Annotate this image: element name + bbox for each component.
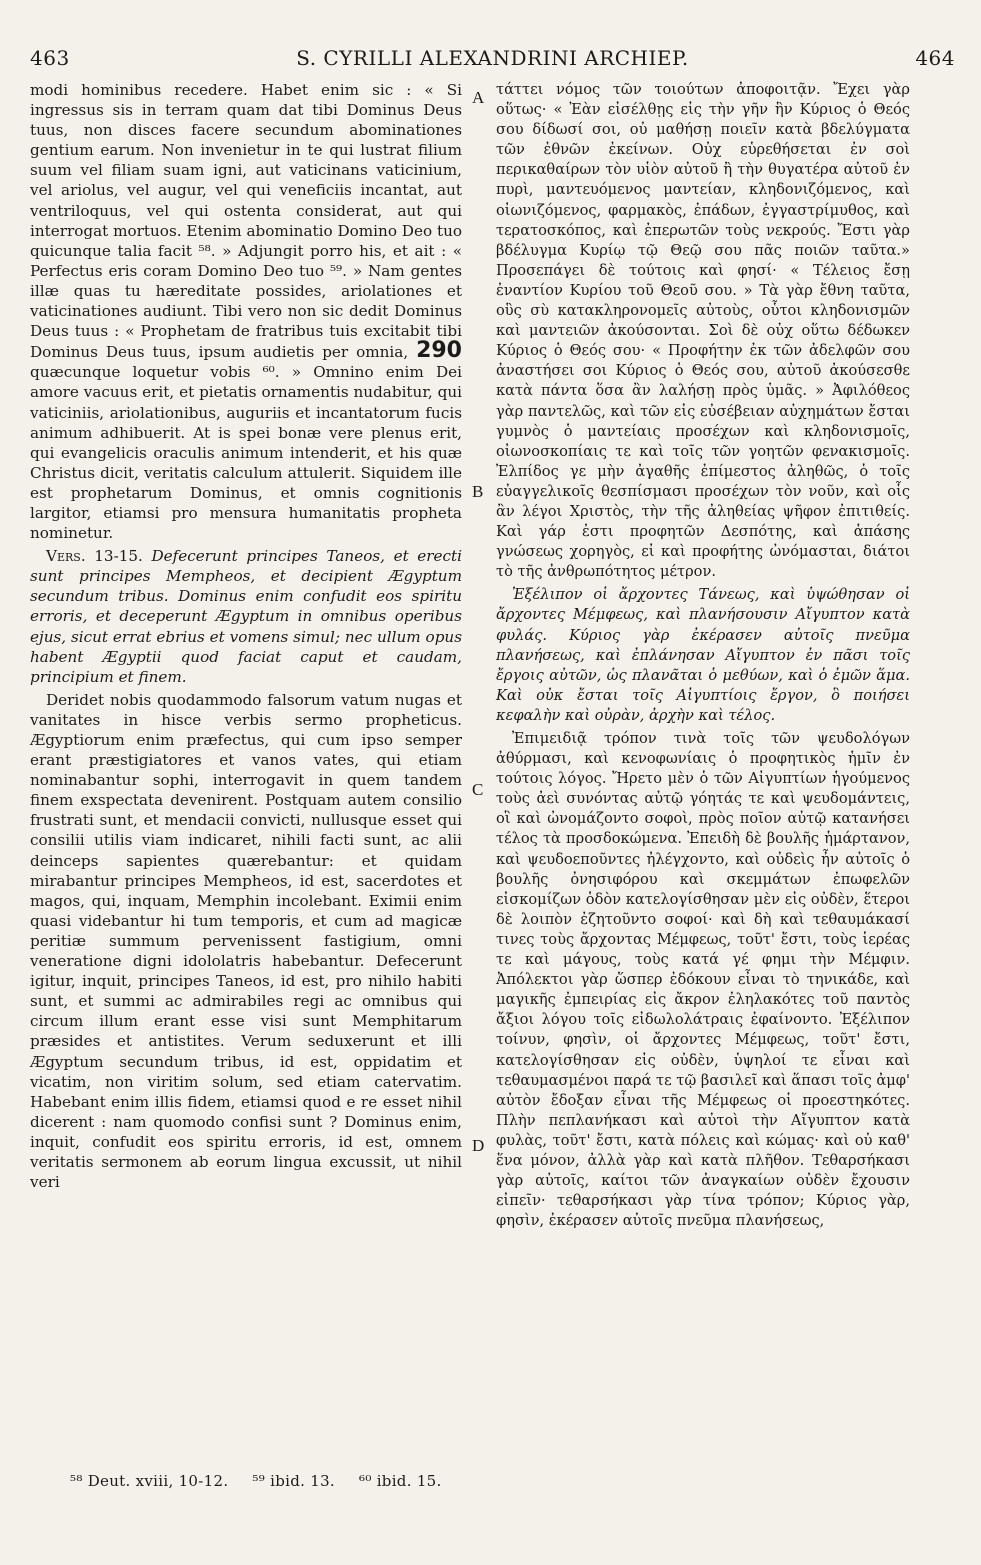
margin-marker-a: A [472,88,485,107]
footnote-60: ⁶⁰ ibid. 15. [359,1472,442,1490]
latin-verse [30,546,462,687]
latin-text-continued: quæcunque loquetur vobis ⁶⁰. » Omnino enim Dei amore vacuus erit, et pietatis ornamentis nudabitur, qui vaticiniis, ariolationibus, auguriis et incantatorum fucis animum adhibuerit. At is spei bonæ vere plenus erit, qui evangelicis oraculis animum intenderit, et his quæ Christus dicit, veritatis calculum attulerit. Siquidem ille est prophetarum Dominus, et omnis cognitionis largitor, etiamsi pro mensura humanitatis propheta nominetur. [30,363,462,543]
greek-column [496,80,910,1231]
running-header [30,46,955,72]
margin-marker-d: D [472,1136,485,1155]
latin-commentary: Deridet nobis quodammodo falsorum vatum nugas et vanitates in hisce verbis sermo propheticus. Ægyptiorum enim præfectus, qui cum ipso semper erant præstigiatores et vanos vates, qui etiam nominabantur sophi, interrogavit in quem tandem finem exspectata devenirent. Postquam autem consilio frustrati sunt, et mendacii convicti, nullusque esset qui consilii utilis viam indicaret, nihili facti sunt, ac alii deinceps sapientes quærebantur: et quidam mirabantur principes Mempheos, id est, sacerdotes et magos, qui, inquam, Memphin incolebant. Eximii enim quasi videbantur hi tum temporis, et cum ad magicæ peritiæ summum pervenissent fastigium, omni veneratione digni idololatris habebantur. Defecerunt igitur, inquit, principes Taneos, id est, pro nihilo habiti sunt, et summi ac admirabiles regi ac omnibus qui circum illum erant esse visi sunt Memphitarum præsides et antistites. Verum seduxerunt et illi Ægyptum secundum tribus, id est, oppidatim et vicatim, non viritim solum, sed etiam catervatim. Habebant enim illis fidem, etiamsi quod e re esset nihil dicerent : nam quomodo confisi sunt ? Dominus enim, inquit, confudit eos spiritu erroris, id est, omnem veritatis sermonem ab eorum lingua excussit, ut nihil veri [30,690,462,1192]
latin-paragraph [30,80,462,543]
greek-commentary: Ἐπιμειδιᾷ τρόπον τινὰ τοῖς τῶν ψευδολόγων ἀθύρμασι, καὶ κενοφωνίαις ὁ προφητικὸς ἡμῖν ἐν τούτοις λόγος. Ἤρετο μὲν ὁ τῶν Αἰγυπτίων ἡγούμενος τοὺς ἀεὶ συνόντας αὐτῷ γόητάς τε καὶ ψευδομάντεις, οἳ καὶ ὠνομάζοντο σοφοὶ, πρὸς ποῖον αὐτῷ κατανήσει τέλος τὰ προσδοκώμενα. Ἐπειδὴ δὲ βουλῆς ἡμάρτανον, καὶ ψευδοεποῦντες ἠλέγχοντο, καὶ οὐδεὶς ἦν αὐτοῖς ὁ βουλῆς ὀνησιφόρου καὶ σκεμμάτων ἐπωφελῶν εἰσκομίζων ὁδὸν κατελογίσθησαν μὲν εἰς οὐδὲν, ἕτεροι δὲ λοιπὸν ἐζητοῦντο σοφοί· καὶ δὴ καὶ τεθαυμάκασί τινες τοὺς ἄρχοντας Μέμφεως, τοῦτ' ἔστι, τοὺς ἱερέας τε καὶ μάγους, τοὺς κατά γέ φημι τὴν Μέμφιν. Ἀπόλεκτοι γὰρ ὥσπερ ἐδόκουν εἶναι τὸ τηνικάδε, καὶ μαγικῆς ἐμπειρίας εἰς ἄκρον ἐληλακότες τοῦ παντὸς ἄξιοι λόγου τοῖς εἰδωλολάτραις ἐφαίνοντο. Ἐξέλιπον τοίνυν, φησὶν, οἱ ἄρχοντες Μέμφεως, τοῦτ' ἔστι, κατελογίσθησαν εἰς οὐδὲν, ὑψηλοί τε εἶναι καὶ τεθαυμασμένοι παρά τε τῷ βασιλεῖ καὶ ἅπασι τοῖς ἀμφ' αὐτὸν ἔδοξαν εἶναι τῆς Μέμφεως οἱ προεστηκότες. Πλὴν πεπλανήκασι καὶ αὐτοὶ τὴν Αἴγυπτον κατὰ φυλὰς, τοῦτ' ἔστι, κατὰ πόλεις καὶ κώμας· καὶ οὐ καθ' ἕνα μόνον, ἀλλὰ γὰρ καὶ κατὰ πλῆθον. Τεθαρσήκασι γὰρ αὐτοῖς, καίτοι τῶν ἀναγκαίων οὐδὲν ἔχουσιν εἰπεῖν· τεθαρσήκασι γὰρ τίνα τρόπον; Κύριος γὰρ, φησὶν, ἐκέρασεν αὐτοῖς πνεῦμα πλανήσεως, [496,730,910,1230]
page-number-right: 464 [915,46,955,70]
running-title: S. CYRILLI ALEXANDRINI ARCHIEP. [296,46,689,70]
margin-marker-b: B [472,482,484,501]
latin-column [30,80,462,1192]
footnote-58: ⁵⁸ Deut. xviii, 10-12. [70,1472,229,1490]
greek-paragraph: τάττει νόμος τῶν τοιούτων ἀποφοιτᾷν. Ἔχει γὰρ οὕτως· « Ἐὰν εἰσέλθῃς εἰς τὴν γῆν ἣν Κύριος ὁ Θεός σου δίδωσί σοι, οὐ μαθήσῃ ποιεῖν κατὰ βδελύγματα τῶν ἐθνῶν ἐκείνων. Οὐχ εὑρεθήσεται ἐν σοὶ περικαθαίρων τὸν υἱὸν αὐτοῦ ἢ τὴν θυγατέρα αὐτοῦ ἐν πυρὶ, μαντευόμενος μαντείαν, κληδονιζόμενος, καὶ οἰωνιζόμενος, φαρμακὸς, ἐπάδων, ἐγγαστρίμυθος, καὶ τερατοσκόπος, καὶ ἐπερωτῶν τοὺς νεκρούς. Ἔστι γὰρ βδέλυγμα Κυρίῳ τῷ Θεῷ σου πᾶς ποιῶν ταῦτα.» Προσεπάγει δὲ τούτοις καὶ φησί· « Τέλειος ἔσῃ ἐναντίον Κυρίου τοῦ Θεοῦ σου. » Τὰ γὰρ ἔθνη ταῦτα, οὓς σὺ κατακληρονομεῖς αὐτοὺς, οὗτοι κληδονισμῶν καὶ μαντειῶν ἀκούσονται. Σοὶ δὲ οὐχ οὕτω δέδωκεν Κύριος ὁ Θεός σου· « Προφήτην ἐκ τῶν ἀδελφῶν σου ἀναστήσει σοι Κύριος ὁ Θεός σου, αὐτοῦ ἀκούσεσθε κατὰ πάντα ὅσα ἂν λαλήσῃ πρὸς ὑμᾶς. » Ἀφιλόθεος γὰρ παντελῶς, καὶ τῶν εἰς εὐσέβειαν αὐχημάτων ἔσται γυμνὸς ὁ μαντείαις προσέχων καὶ κληδονισμοῖς, οἰωνοσκοπίαις τε καὶ τοῖς τῶν γοητῶν φενακισμοῖς. Ἐλπίδος γε μὴν ἀγαθῆς ἐπίμεστος ἀληθῶς, ὁ τοῖς εὐαγγελικοῖς θεσπίσμασι προσέχων τὸν νοῦν, καὶ οἷς ἂν λέγοι Χριστὸς, τὴν τῆς ἀληθείας ψῆφον ἐπιτιθείς. Καὶ γάρ ἐστι προφητῶν Δεσπότης, καὶ ἁπάσης γνώσεως χορηγὸς, εἰ καὶ προφήτης ὠνόμασται, διάτοι τὸ τῆς ἀνθρωπότητος μέτρον. [496,81,910,581]
latin-verse-text: Defecerunt principes Taneos, et erecti sunt principes Mempheos, et decipient Ægyptum secundum tribus. Dominus enim confudit eos spiritu erroris, et deceperunt Ægyptum in omnibus operibus ejus, sicut errat ebrius et vomens simul; nec ullum opus habent Ægyptii quod faciat caput et caudam, principium et finem. [30,547,462,686]
page-number-left: 463 [30,46,70,70]
greek-verse-text: Ἐξέλιπον οἱ ἄρχοντες Τάνεως, καὶ ὑψώθησαν οἱ ἄρχοντες Μέμφεως, καὶ πλανήσουσιν Αἴγυπτον κατὰ φυλάς. Κύριος γὰρ ἐκέρασεν αὐτοῖς πνεῦμα πλανήσεως, καὶ ἐπλάνησαν Αἴγυπτον ἐν πᾶσι τοῖς ἔργοις αὐτῶν, ὡς πλανᾶται ὁ μεθύων, καὶ ὁ ἐμῶν ἅμα. Καὶ οὐκ ἔσται τοῖς Αἰγυπτίοις ἔργον, ὃ ποιήσει κεφαλὴν καὶ οὐρὰν, ἀρχὴν καὶ τέλος. [496,586,910,724]
verse-label: Vers. 13-15. [46,547,143,566]
margin-marker-c: C [472,780,484,799]
footnotes [70,1472,442,1490]
footnote-59: ⁵⁹ ibid. 13. [252,1472,335,1490]
latin-text: modi hominibus recedere. Habet enim sic : « Si ingressus sis in terram quam dat tibi Dominus Deus tuus, non disces facere secundum abominationes gentium earum. Non invenietur in te qui lustrat filium suum vel filiam suam igni, aut vaticinans vaticinium, vel ariolus, vel augur, vel qui veneficiis incantat, aut ventriloquus, vel qui ostenta considerat, aut qui interrogat mortuos. Etenim abominatio Domino Deo tuo quicunque talia facit ⁵⁸. » Adjungit porro his, et ait : « Perfectus eris coram Domino Deo tuo ⁵⁹. » Nam gentes illæ quas tu hæreditate possides, ariolationes et vaticinationes audiunt. Tibi vero non sic dedit Dominus Deus tuus : « Prophetam de fratribus tuis excitabit tibi Dominus Deus tuus, ipsum audietis per omnia, [30,81,462,362]
edition-page-number: 290 [416,338,462,364]
